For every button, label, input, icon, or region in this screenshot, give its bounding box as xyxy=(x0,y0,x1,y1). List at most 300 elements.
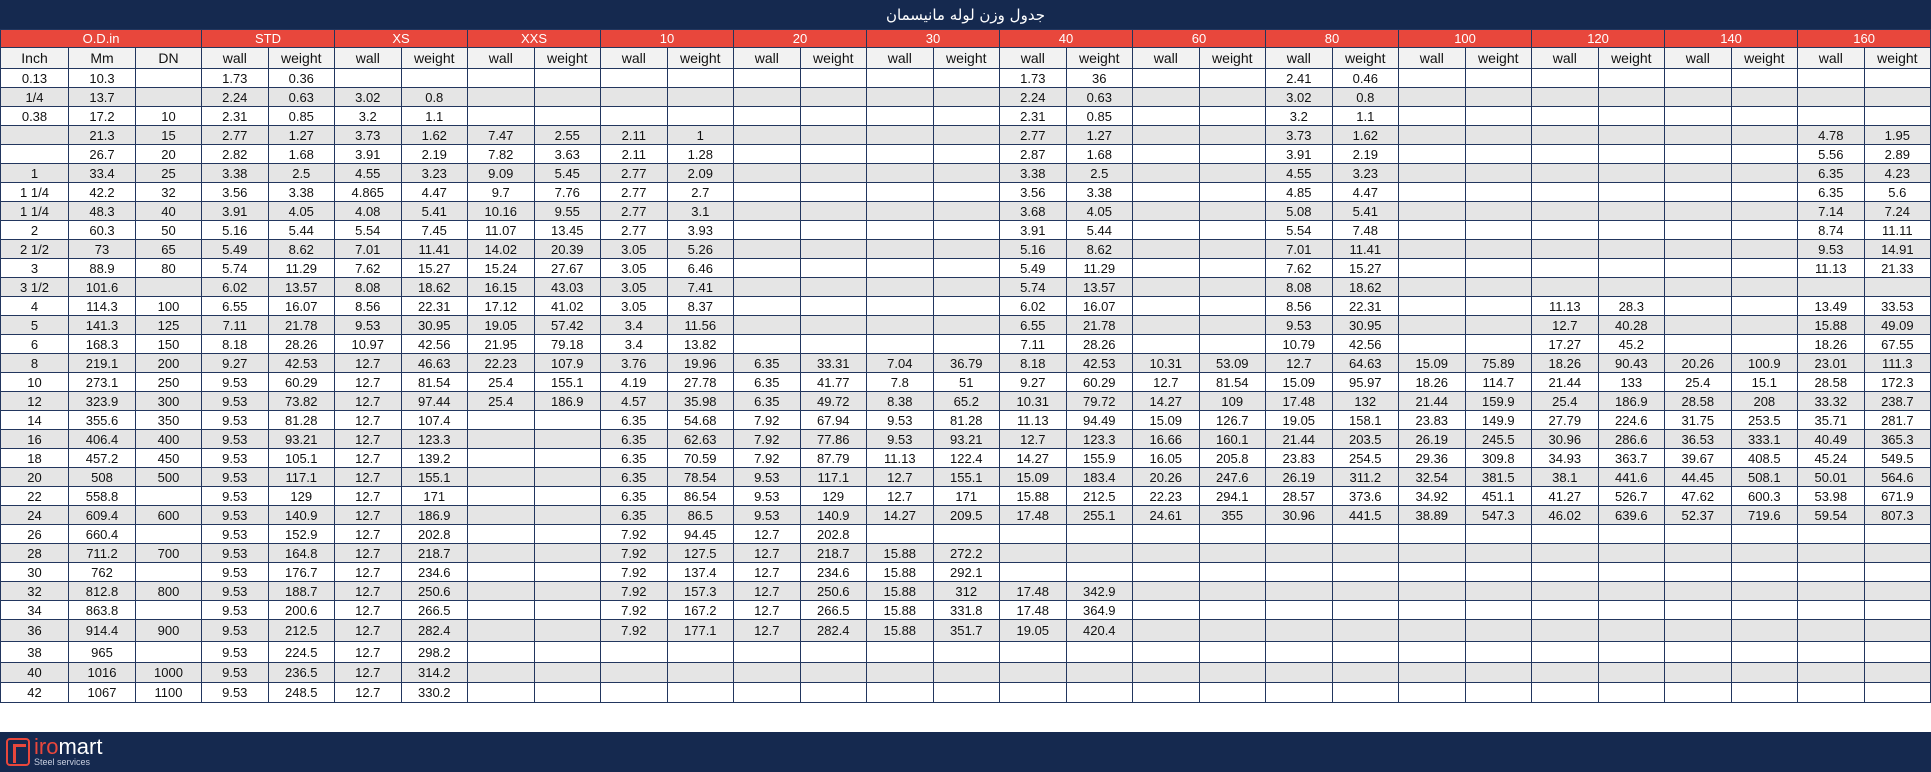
table-cell: 20 xyxy=(1,468,69,487)
table-cell: 81.28 xyxy=(268,411,335,430)
table-cell xyxy=(1465,145,1532,164)
table-cell xyxy=(1665,601,1732,620)
table-cell: 18.26 xyxy=(1798,335,1865,354)
table-cell: 19.05 xyxy=(1000,620,1067,642)
table-cell: 4.05 xyxy=(268,202,335,221)
table-cell: 78.54 xyxy=(667,468,734,487)
table-cell xyxy=(1465,126,1532,145)
table-cell xyxy=(1399,620,1466,642)
table-cell xyxy=(1731,601,1798,620)
table-cell xyxy=(1399,683,1466,703)
table-cell xyxy=(468,620,535,642)
table-cell: 6.02 xyxy=(202,278,269,297)
table-row xyxy=(1,259,1931,278)
table-cell: 7.48 xyxy=(1332,221,1399,240)
table-cell: 298.2 xyxy=(401,642,468,663)
table-cell: 19.96 xyxy=(667,354,734,373)
table-cell: 330.2 xyxy=(401,683,468,703)
table-cell xyxy=(1399,202,1466,221)
table-cell: 14.91 xyxy=(1864,240,1931,259)
table-cell xyxy=(1731,221,1798,240)
table-cell: 0.38 xyxy=(1,107,69,126)
table-row xyxy=(1,582,1931,601)
table-cell xyxy=(1133,316,1200,335)
table-cell: 31.75 xyxy=(1665,411,1732,430)
table-cell: 4.47 xyxy=(1332,183,1399,202)
table-cell: 6.35 xyxy=(601,430,668,449)
table-cell: 36 xyxy=(1066,69,1133,88)
table-cell: 8.08 xyxy=(335,278,402,297)
table-cell xyxy=(800,183,867,202)
table-cell xyxy=(1133,663,1200,683)
table-cell: 719.6 xyxy=(1731,506,1798,525)
table-cell xyxy=(800,316,867,335)
table-cell: 7.45 xyxy=(401,221,468,240)
table-cell xyxy=(1465,183,1532,202)
table-cell: 12.7 xyxy=(335,392,402,411)
table-cell: 234.6 xyxy=(401,563,468,582)
table-cell: 7.8 xyxy=(867,373,934,392)
table-cell: 171 xyxy=(933,487,1000,506)
table-cell: 94.49 xyxy=(1066,411,1133,430)
table-cell: 11.41 xyxy=(401,240,468,259)
table-cell: 38.89 xyxy=(1399,506,1466,525)
table-cell: 14.27 xyxy=(1000,449,1067,468)
table-cell xyxy=(734,663,801,683)
table-cell: 81.54 xyxy=(401,373,468,392)
table-cell xyxy=(933,642,1000,663)
table-cell: 7.76 xyxy=(534,183,601,202)
table-cell xyxy=(867,183,934,202)
table-cell xyxy=(800,145,867,164)
table-cell: 9.27 xyxy=(1000,373,1067,392)
table-cell: 1.27 xyxy=(268,126,335,145)
table-cell: 208 xyxy=(1731,392,1798,411)
table-cell: 13.57 xyxy=(1066,278,1133,297)
table-cell: 266.5 xyxy=(401,601,468,620)
table-cell: 10.31 xyxy=(1133,354,1200,373)
table-cell xyxy=(1133,544,1200,563)
table-cell: 9.53 xyxy=(734,487,801,506)
table-cell: 19.05 xyxy=(1266,411,1333,430)
table-cell: 4.78 xyxy=(1798,126,1865,145)
table-cell: 7.47 xyxy=(468,126,535,145)
table-cell xyxy=(1266,563,1333,582)
table-cell xyxy=(734,335,801,354)
table-cell xyxy=(1598,278,1665,297)
table-cell: 812.8 xyxy=(69,582,136,601)
table-cell: 639.6 xyxy=(1598,506,1665,525)
table-cell: 101.6 xyxy=(69,278,136,297)
table-cell: 1.1 xyxy=(401,107,468,126)
table-cell: 12.7 xyxy=(335,373,402,392)
table-cell: 25.4 xyxy=(1532,392,1599,411)
table-cell: 8.56 xyxy=(1266,297,1333,316)
column-header: weight xyxy=(1864,48,1931,69)
table-cell xyxy=(1798,620,1865,642)
table-cell: 20.26 xyxy=(1665,354,1732,373)
table-cell xyxy=(1731,582,1798,601)
table-cell: 9.53 xyxy=(202,620,269,642)
table-cell: 203.5 xyxy=(1332,430,1399,449)
table-cell xyxy=(1864,601,1931,620)
table-cell: 12.7 xyxy=(335,544,402,563)
table-cell: 11.29 xyxy=(268,259,335,278)
table-cell xyxy=(1465,601,1532,620)
table-cell: 3 xyxy=(1,259,69,278)
table-cell: 12.7 xyxy=(335,468,402,487)
table-cell: 15.88 xyxy=(1798,316,1865,335)
table-cell xyxy=(1133,278,1200,297)
table-cell xyxy=(534,544,601,563)
iromart-logo-icon xyxy=(6,738,30,766)
table-cell: 333.1 xyxy=(1731,430,1798,449)
table-cell xyxy=(1465,620,1532,642)
table-cell xyxy=(867,126,934,145)
table-cell: 7.82 xyxy=(468,145,535,164)
table-cell xyxy=(933,126,1000,145)
table-cell: 65.2 xyxy=(933,392,1000,411)
table-cell xyxy=(1731,335,1798,354)
table-cell xyxy=(1665,202,1732,221)
table-cell: 107.9 xyxy=(534,354,601,373)
table-cell xyxy=(1665,582,1732,601)
table-cell: 19.05 xyxy=(468,316,535,335)
table-cell: 41.27 xyxy=(1532,487,1599,506)
table-cell: 363.7 xyxy=(1598,449,1665,468)
table-cell xyxy=(468,449,535,468)
table-cell: 6.35 xyxy=(734,373,801,392)
table-cell xyxy=(1133,164,1200,183)
table-cell xyxy=(1133,259,1200,278)
table-cell: 6.35 xyxy=(1798,183,1865,202)
table-cell: 28.26 xyxy=(268,335,335,354)
table-cell: 355.6 xyxy=(69,411,136,430)
table-cell: 9.53 xyxy=(202,487,269,506)
table-cell xyxy=(534,88,601,107)
table-cell xyxy=(468,107,535,126)
table-cell: 3.2 xyxy=(335,107,402,126)
table-cell xyxy=(867,145,934,164)
column-header: wall xyxy=(335,48,402,69)
table-cell xyxy=(1133,183,1200,202)
table-cell: 46.02 xyxy=(1532,506,1599,525)
schedule-header: 40 xyxy=(1000,30,1133,48)
table-cell: 5.44 xyxy=(268,221,335,240)
table-cell: 43.03 xyxy=(534,278,601,297)
table-cell: 33.4 xyxy=(69,164,136,183)
table-cell xyxy=(1532,525,1599,544)
table-cell: 314.2 xyxy=(401,663,468,683)
table-cell: 253.5 xyxy=(1731,411,1798,430)
table-cell xyxy=(1199,683,1266,703)
table-cell xyxy=(1731,683,1798,703)
table-cell xyxy=(1133,525,1200,544)
table-cell: 5.44 xyxy=(1066,221,1133,240)
table-cell xyxy=(534,525,601,544)
table-cell xyxy=(1399,164,1466,183)
table-cell xyxy=(1465,316,1532,335)
table-cell: 4.55 xyxy=(335,164,402,183)
table-cell: 6 xyxy=(1,335,69,354)
table-cell: 350 xyxy=(136,411,202,430)
table-cell: 45.24 xyxy=(1798,449,1865,468)
table-cell: 133 xyxy=(1598,373,1665,392)
table-cell xyxy=(1665,563,1732,582)
column-header: wall xyxy=(867,48,934,69)
table-row xyxy=(1,663,1931,683)
table-cell: 30.95 xyxy=(401,316,468,335)
table-cell: 8.18 xyxy=(1000,354,1067,373)
table-cell: 900 xyxy=(136,620,202,642)
table-cell: 1.73 xyxy=(202,69,269,88)
table-cell: 3.38 xyxy=(1066,183,1133,202)
table-cell: 373.6 xyxy=(1332,487,1399,506)
column-header: weight xyxy=(933,48,1000,69)
table-cell xyxy=(1798,663,1865,683)
table-cell: 9.53 xyxy=(202,468,269,487)
table-cell: 3.2 xyxy=(1266,107,1333,126)
table-cell: 15.88 xyxy=(867,601,934,620)
table-cell: 5.08 xyxy=(1266,202,1333,221)
table-cell: 41.02 xyxy=(534,297,601,316)
table-cell: 155.1 xyxy=(534,373,601,392)
table-cell xyxy=(1399,297,1466,316)
table-cell xyxy=(1665,107,1732,126)
table-cell xyxy=(136,601,202,620)
table-cell: 21.44 xyxy=(1399,392,1466,411)
table-cell xyxy=(1133,145,1200,164)
table-cell xyxy=(1532,183,1599,202)
table-cell: 97.44 xyxy=(401,392,468,411)
table-cell: 526.7 xyxy=(1598,487,1665,506)
table-cell: 126.7 xyxy=(1199,411,1266,430)
table-row xyxy=(1,202,1931,221)
table-cell xyxy=(1598,582,1665,601)
table-cell: 22 xyxy=(1,487,69,506)
table-cell xyxy=(1399,240,1466,259)
table-cell: 406.4 xyxy=(69,430,136,449)
schedule-header: 20 xyxy=(734,30,867,48)
table-cell xyxy=(1133,240,1200,259)
table-cell: 38 xyxy=(1,642,69,663)
table-row xyxy=(1,335,1931,354)
table-cell: 457.2 xyxy=(69,449,136,468)
table-cell xyxy=(933,240,1000,259)
column-header: wall xyxy=(1000,48,1067,69)
table-cell: 14.27 xyxy=(867,506,934,525)
table-cell xyxy=(867,107,934,126)
table-cell: 2.19 xyxy=(401,145,468,164)
table-cell xyxy=(1266,601,1333,620)
table-cell: 15.27 xyxy=(401,259,468,278)
table-cell xyxy=(1066,544,1133,563)
table-cell: 5.16 xyxy=(202,221,269,240)
table-cell: 9.53 xyxy=(202,601,269,620)
table-cell: 40.28 xyxy=(1598,316,1665,335)
table-cell: 5.54 xyxy=(335,221,402,240)
brand-logo[interactable] xyxy=(6,736,102,767)
table-cell: 12.7 xyxy=(1000,430,1067,449)
table-cell xyxy=(867,297,934,316)
table-cell: 60.3 xyxy=(69,221,136,240)
table-row xyxy=(1,683,1931,703)
table-cell: 12 xyxy=(1,392,69,411)
column-header: wall xyxy=(1798,48,1865,69)
table-cell: 248.5 xyxy=(268,683,335,703)
table-row xyxy=(1,544,1931,563)
column-header: wall xyxy=(1133,48,1200,69)
table-cell: 451.1 xyxy=(1465,487,1532,506)
column-header: wall xyxy=(1266,48,1333,69)
table-cell: 12.7 xyxy=(1133,373,1200,392)
table-cell xyxy=(534,487,601,506)
table-cell xyxy=(734,240,801,259)
table-cell: 67.55 xyxy=(1864,335,1931,354)
table-cell xyxy=(734,316,801,335)
table-cell: 3.05 xyxy=(601,297,668,316)
column-header: weight xyxy=(401,48,468,69)
table-cell xyxy=(335,69,402,88)
table-cell: 32 xyxy=(1,582,69,601)
table-cell: 42.53 xyxy=(268,354,335,373)
table-cell xyxy=(933,88,1000,107)
table-cell xyxy=(1133,642,1200,663)
table-cell: 18 xyxy=(1,449,69,468)
table-cell xyxy=(1731,642,1798,663)
table-cell: 23.83 xyxy=(1399,411,1466,430)
table-cell: 0.63 xyxy=(1066,88,1133,107)
table-cell: 5.56 xyxy=(1798,145,1865,164)
table-cell: 150 xyxy=(136,335,202,354)
brand-text xyxy=(34,736,102,767)
table-cell xyxy=(1465,164,1532,183)
table-cell xyxy=(1864,88,1931,107)
table-cell xyxy=(1665,69,1732,88)
table-cell: 7.62 xyxy=(1266,259,1333,278)
table-cell xyxy=(1133,88,1200,107)
table-cell: 5.41 xyxy=(401,202,468,221)
table-cell: 87.79 xyxy=(800,449,867,468)
table-cell xyxy=(1598,183,1665,202)
table-cell: 167.2 xyxy=(667,601,734,620)
table-cell: 3.68 xyxy=(1000,202,1067,221)
table-title: جدول وزن لوله مانیسمان xyxy=(0,0,1931,29)
table-cell xyxy=(800,663,867,683)
table-cell xyxy=(1598,525,1665,544)
table-cell xyxy=(1665,663,1732,683)
table-cell: 8.37 xyxy=(667,297,734,316)
schedule-header-row xyxy=(1,30,1931,48)
table-cell: 21.3 xyxy=(69,126,136,145)
table-cell xyxy=(734,183,801,202)
table-cell: 10.16 xyxy=(468,202,535,221)
table-cell xyxy=(1465,297,1532,316)
table-cell xyxy=(1399,145,1466,164)
table-cell: 8.62 xyxy=(268,240,335,259)
table-cell: 15.09 xyxy=(1266,373,1333,392)
schedule-header: 160 xyxy=(1798,30,1931,48)
table-cell: 255.1 xyxy=(1066,506,1133,525)
table-cell xyxy=(1199,145,1266,164)
table-cell: 28.57 xyxy=(1266,487,1333,506)
table-cell: 3.91 xyxy=(1000,221,1067,240)
table-cell xyxy=(1532,620,1599,642)
table-cell: 600 xyxy=(136,506,202,525)
table-cell: 33.32 xyxy=(1798,392,1865,411)
table-cell xyxy=(1266,582,1333,601)
table-cell: 9.53 xyxy=(734,506,801,525)
table-cell xyxy=(1864,107,1931,126)
table-cell: 10 xyxy=(136,107,202,126)
table-cell: 132 xyxy=(1332,392,1399,411)
table-cell: 140.9 xyxy=(268,506,335,525)
table-cell: 236.5 xyxy=(268,663,335,683)
table-cell: 3.23 xyxy=(401,164,468,183)
table-cell: 549.5 xyxy=(1864,449,1931,468)
table-cell: 94.45 xyxy=(667,525,734,544)
table-row xyxy=(1,563,1931,582)
table-row xyxy=(1,487,1931,506)
table-cell: 114.7 xyxy=(1465,373,1532,392)
column-header: Inch xyxy=(1,48,69,69)
table-cell xyxy=(1864,525,1931,544)
table-cell: 10.79 xyxy=(1266,335,1333,354)
table-cell xyxy=(734,107,801,126)
column-header: weight xyxy=(1332,48,1399,69)
table-cell xyxy=(1465,221,1532,240)
table-cell xyxy=(1532,683,1599,703)
table-cell: 35.98 xyxy=(667,392,734,411)
table-cell: 10.97 xyxy=(335,335,402,354)
table-cell: 12.7 xyxy=(335,411,402,430)
table-cell: 238.7 xyxy=(1864,392,1931,411)
table-cell xyxy=(1266,642,1333,663)
table-cell xyxy=(1598,544,1665,563)
table-cell xyxy=(1465,88,1532,107)
table-cell: 218.7 xyxy=(800,544,867,563)
table-cell: 139.2 xyxy=(401,449,468,468)
table-cell xyxy=(1465,642,1532,663)
table-cell: 107.4 xyxy=(401,411,468,430)
table-cell: 14.02 xyxy=(468,240,535,259)
table-cell xyxy=(734,278,801,297)
table-cell: 129 xyxy=(800,487,867,506)
table-cell xyxy=(1465,240,1532,259)
table-cell: 219.1 xyxy=(69,354,136,373)
table-cell xyxy=(1199,278,1266,297)
table-cell xyxy=(1798,544,1865,563)
column-header: weight xyxy=(268,48,335,69)
table-cell xyxy=(1598,145,1665,164)
table-cell: 365.3 xyxy=(1864,430,1931,449)
table-cell xyxy=(734,683,801,703)
table-cell: 12.7 xyxy=(335,506,402,525)
table-cell xyxy=(1532,145,1599,164)
table-cell: 250.6 xyxy=(401,582,468,601)
table-cell xyxy=(1266,620,1333,642)
column-header: weight xyxy=(1199,48,1266,69)
table-cell: 28.58 xyxy=(1798,373,1865,392)
table-cell xyxy=(933,525,1000,544)
table-cell xyxy=(136,69,202,88)
table-cell: 186.9 xyxy=(534,392,601,411)
table-cell: 1.68 xyxy=(1066,145,1133,164)
table-cell: 155.1 xyxy=(933,468,1000,487)
schedule-header: STD xyxy=(202,30,335,48)
table-cell: 12.7 xyxy=(335,683,402,703)
table-cell: 109 xyxy=(1199,392,1266,411)
